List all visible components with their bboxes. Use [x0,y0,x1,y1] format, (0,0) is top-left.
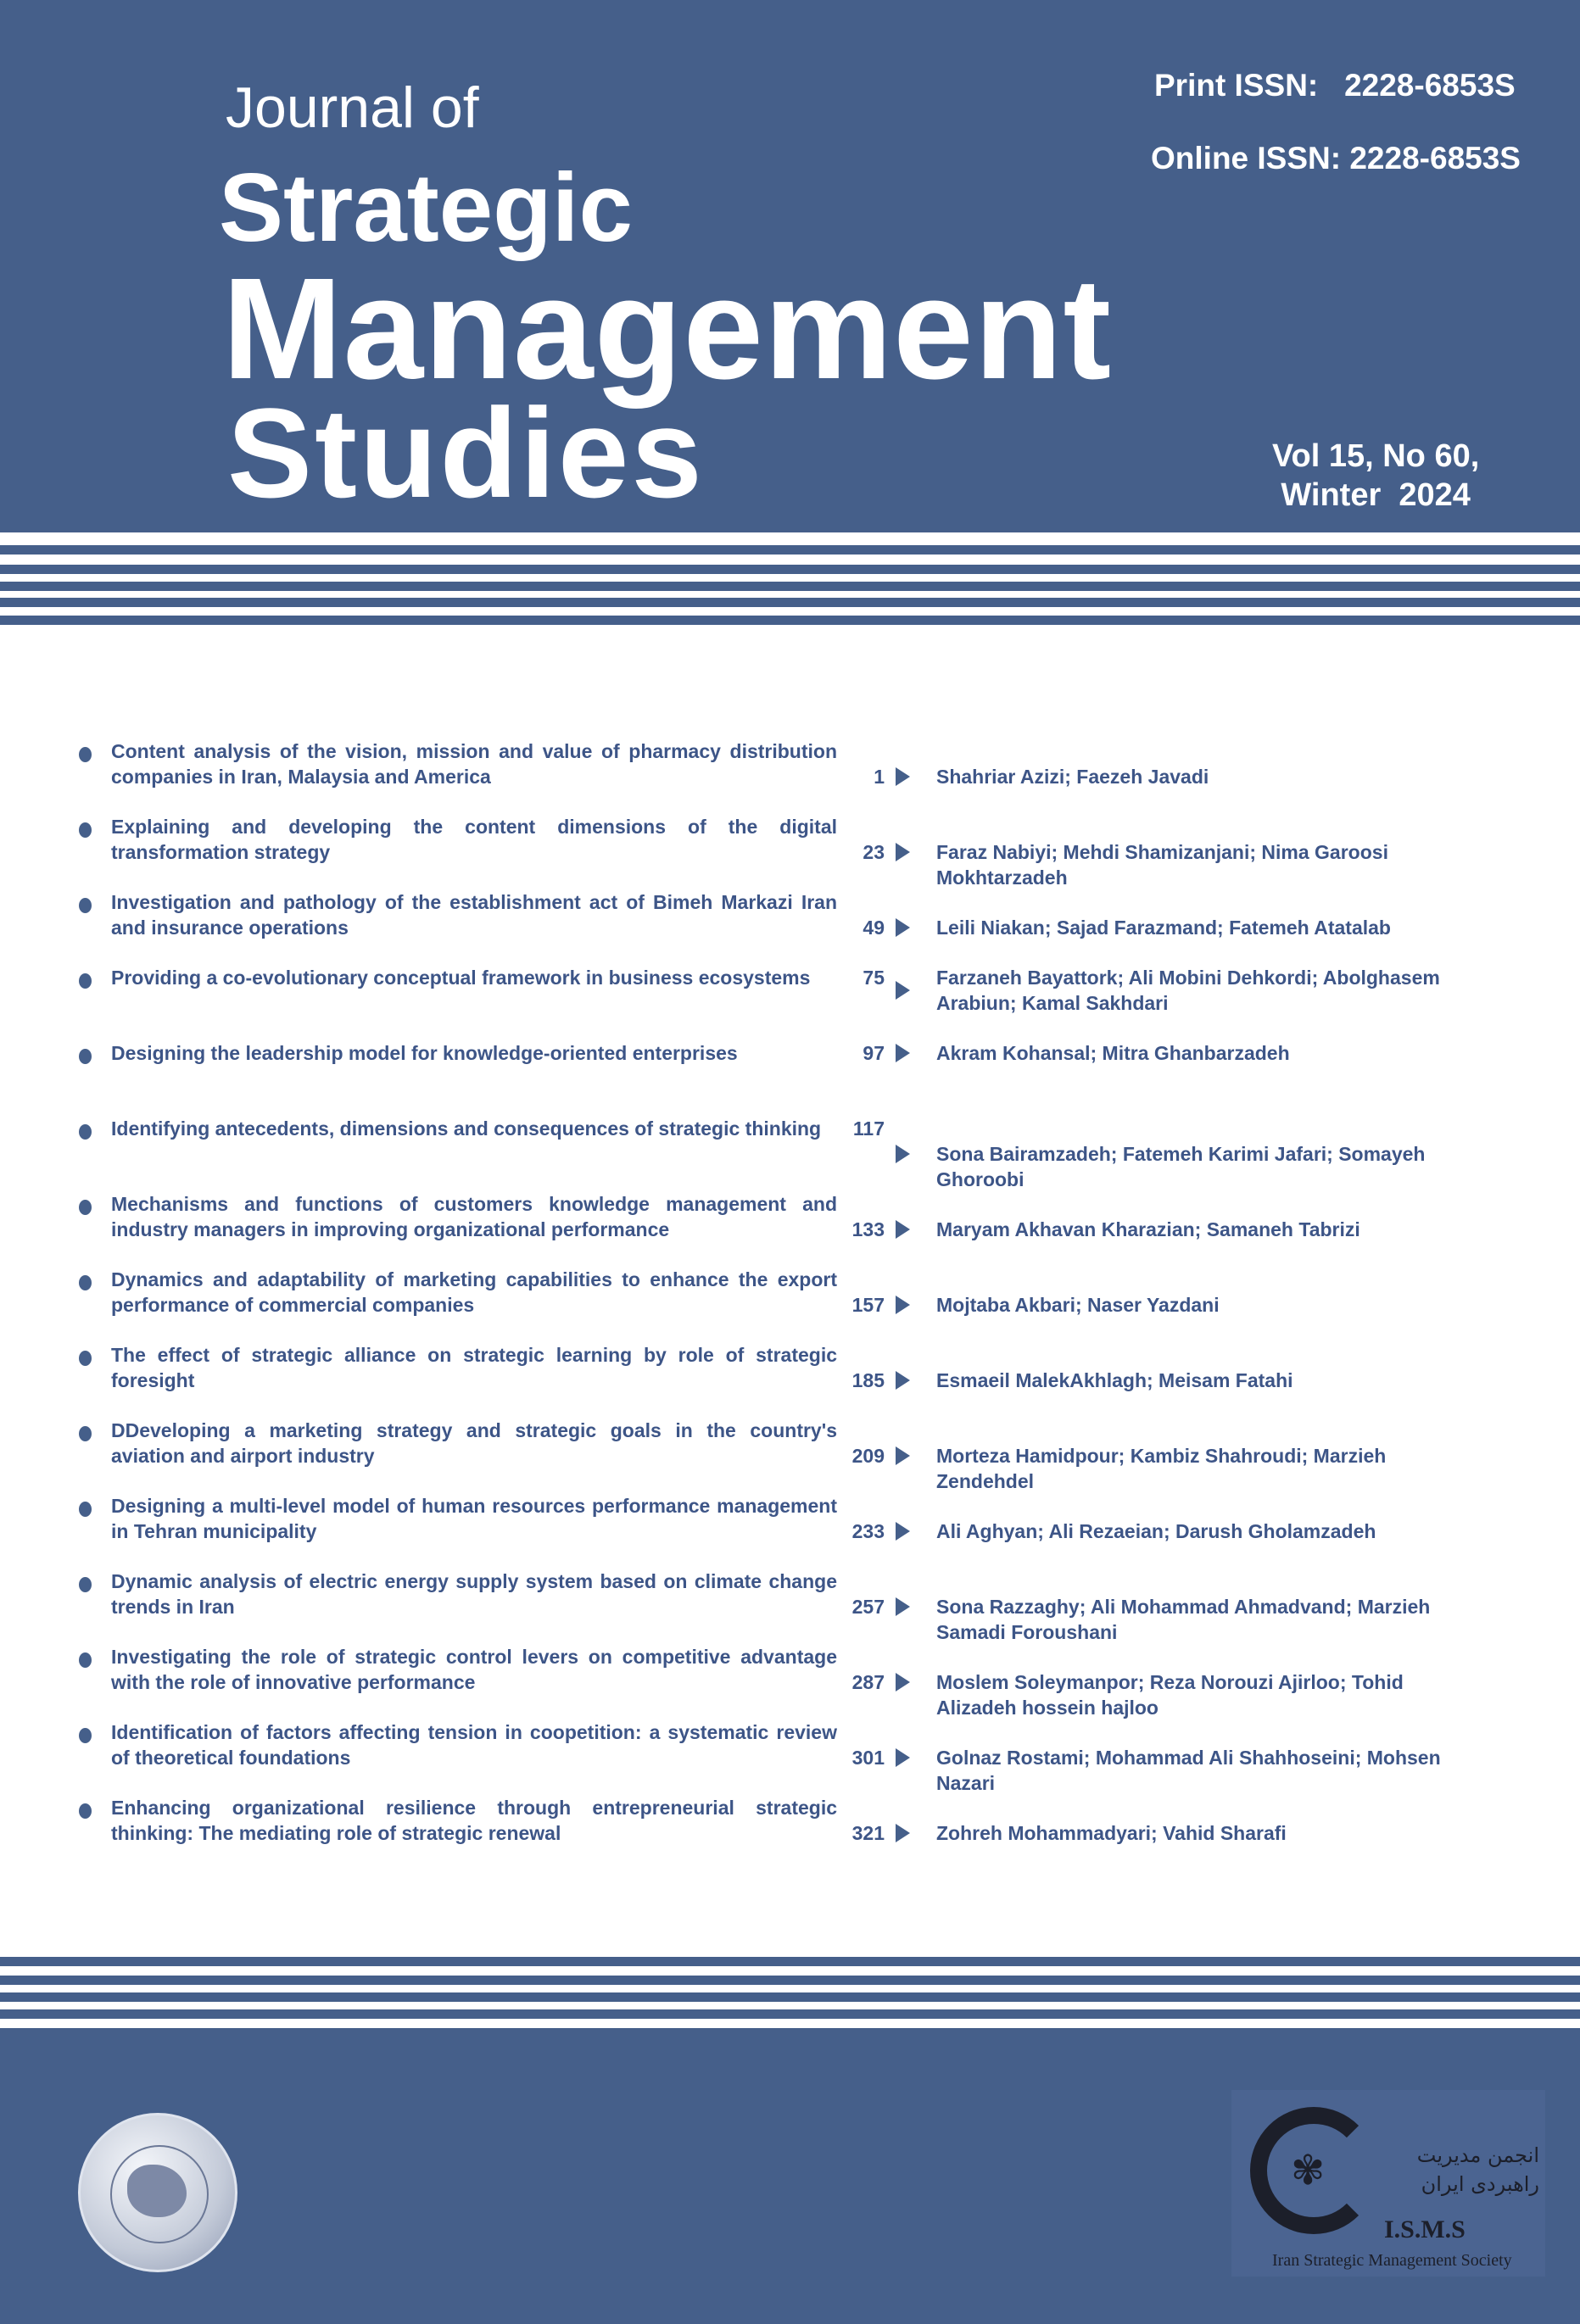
page-number: 321 [851,1822,885,1844]
bullet-icon [79,973,92,989]
bullet-icon [79,898,92,913]
society-name-persian: انجمن مدیریت راهبردی ایران [1416,2143,1539,2196]
article-title-block [111,1719,885,1770]
article-title-block [111,1795,885,1846]
arrow-right-icon [896,843,910,861]
arrow-right-icon [896,1446,910,1465]
article-title: Dynamic analysis of electric energy supply system based on climate change trends in Iran [111,1570,837,1618]
title-studies: Studies [227,382,705,524]
page-number: 117 [852,1117,885,1140]
article-title-block [111,1116,885,1141]
arrow-right-icon [896,1220,910,1239]
page-number: 1 [874,766,885,788]
divider-stripe [0,2009,1580,2019]
volume-info [1272,437,1479,515]
article-authors: Esmaeil MalekAkhlagh; Meisam Fatahi [936,1369,1293,1391]
article-title: Enhancing organizational resilience through entrepreneurial strategic thinking: The mediating role of strategic renewal [111,1797,837,1844]
academic-seal-logo [78,2113,237,2272]
bullet-icon [79,1049,92,1064]
article-title: Investigating the role of strategic control levers on competitive advantage with the role of innovative performance [111,1646,837,1693]
article-title-block [111,1342,885,1393]
arrow-right-icon [896,1145,910,1163]
divider-stripe [0,1992,1580,2002]
arrow-right-icon [896,1522,910,1541]
volume-number: Vol 15, No 60, [1272,438,1480,474]
article-authors: Sona Bairamzadeh; Fatemeh Karimi Jafari; Somayeh Ghoroobi [936,1143,1426,1190]
article-title-block [111,1418,885,1469]
bullet-icon [79,822,92,838]
article-title-block [111,1040,885,1066]
article-authors: Morteza Hamidpour; Kambiz Shahroudi; Marzieh Zendehdel [936,1445,1387,1492]
title-management: Management [222,248,1113,410]
bullet-icon [79,1351,92,1366]
article-title-block [111,1267,885,1318]
article-authors: Leili Niakan; Sajad Farazmand; Fatemeh Atatalab [936,917,1391,939]
divider-stripe [0,1976,1580,1985]
page-number: 287 [851,1671,885,1693]
bullet-icon [79,1652,92,1668]
divider-stripe [0,565,1580,574]
article-authors: Moslem Soleymanpor; Reza Norouzi Ajirloo; Tohid Alizadeh hossein hajloo [936,1671,1404,1719]
page-number: 49 [863,917,885,939]
article-authors: Faraz Nabiyi; Mehdi Shamizanjani; Nima Garoosi Mokhtarzadeh [936,841,1388,889]
isms-logo [1231,2090,1545,2277]
divider-stripe [0,545,1580,555]
bullet-icon [79,1502,92,1517]
page-number: 97 [863,1042,885,1064]
page-number: 157 [851,1294,885,1316]
bullet-icon [79,1124,92,1140]
flower-icon: ✾ [1291,2148,1326,2193]
article-title: Designing the leadership model for knowledge-oriented enterprises [111,1042,738,1064]
print-issn: Print ISSN: 2228-6853S [1154,68,1516,103]
article-title: The effect of strategic alliance on strategic learning by role of strategic foresight [111,1344,837,1391]
page-number: 233 [851,1520,885,1542]
arrow-right-icon [896,1748,910,1767]
divider-stripe [0,616,1580,625]
bullet-icon [79,1426,92,1441]
bullet-icon [79,1728,92,1743]
arrow-right-icon [896,1371,910,1390]
arrow-right-icon [896,981,910,1000]
journal-of-title: Journal of [226,75,479,140]
bullet-icon [79,747,92,762]
arrow-right-icon [896,1673,910,1691]
title-strategic: Strategic [219,154,633,262]
article-title: Designing a multi-level model of human resources performance management in Tehran municipality [111,1495,837,1542]
article-title: Dynamics and adaptability of marketing capabilities to enhance the export performance of commercial companies [111,1268,837,1316]
page-number: 133 [851,1218,885,1240]
divider-stripe [0,1957,1580,1966]
article-title: Mechanisms and functions of customers knowledge management and industry managers in improving organizational performance [111,1193,837,1240]
article-title: Content analysis of the vision, mission and value of pharmacy distribution companies in Iran, Malaysia and America [111,740,837,788]
page-number: 23 [863,841,885,863]
volume-season: Winter 2024 [1281,477,1471,513]
article-authors: Farzaneh Bayattork; Ali Mobini Dehkordi; Abolghasem Arabiun; Kamal Sakhdari [936,967,1440,1014]
article-authors: Shahriar Azizi; Faezeh Javadi [936,766,1209,788]
arrow-right-icon [896,1597,910,1616]
bullet-icon [79,1200,92,1215]
arrow-right-icon [896,1824,910,1842]
arrow-right-icon [896,1296,910,1314]
article-title: Identification of factors affecting tension in coopetition: a systematic review of theoretical foundations [111,1721,837,1769]
article-authors: Zohreh Mohammadyari; Vahid Sharafi [936,1822,1287,1844]
arrow-right-icon [896,918,910,937]
divider-stripe [0,582,1580,591]
article-title-block [111,965,885,990]
bullet-icon [79,1803,92,1819]
article-title: DDeveloping a marketing strategy and strategic goals in the country's aviation and airport industry [111,1419,837,1467]
article-title-block [111,1644,885,1695]
article-authors: Sona Razzaghy; Ali Mohammad Ahmadvand; Marzieh Samadi Foroushani [936,1596,1431,1643]
page-number: 209 [851,1445,885,1467]
page-number: 185 [851,1369,885,1391]
article-authors: Golnaz Rostami; Mohammad Ali Shahhoseini; Mohsen Nazari [936,1747,1441,1794]
article-authors: Akram Kohansal; Mitra Ghanbarzadeh [936,1042,1290,1064]
arrow-right-icon [896,767,910,786]
article-title-block [111,1569,885,1619]
page-number: 75 [863,967,885,989]
divider-stripe [0,598,1580,607]
page-number: 301 [851,1747,885,1769]
article-title-block [111,814,885,865]
article-authors: Mojtaba Akbari; Naser Yazdani [936,1294,1220,1316]
article-title-block [111,889,885,940]
article-authors: Ali Aghyan; Ali Rezaeian; Darush Gholamzadeh [936,1520,1376,1542]
article-title: Explaining and developing the content dimensions of the digital transformation strategy [111,816,837,863]
society-abbr: I.S.M.S [1384,2215,1466,2243]
article-title: Identifying antecedents, dimensions and consequences of strategic thinking [111,1117,822,1140]
article-title: Investigation and pathology of the establishment act of Bimeh Markazi Iran and insurance operations [111,891,837,939]
bullet-icon [79,1577,92,1592]
article-title-block [111,1191,885,1242]
article-title-block [111,1493,885,1544]
page-number: 257 [851,1596,885,1618]
article-authors: Maryam Akhavan Kharazian; Samaneh Tabrizi [936,1218,1360,1240]
arrow-right-icon [896,1044,910,1062]
article-title-block [111,738,885,789]
bullet-icon [79,1275,92,1290]
society-name: Iran Strategic Management Society [1272,2251,1512,2270]
article-title: Providing a co-evolutionary conceptual framework in business ecosystems [111,967,811,989]
online-issn: Online ISSN: 2228-6853S [1151,141,1521,176]
